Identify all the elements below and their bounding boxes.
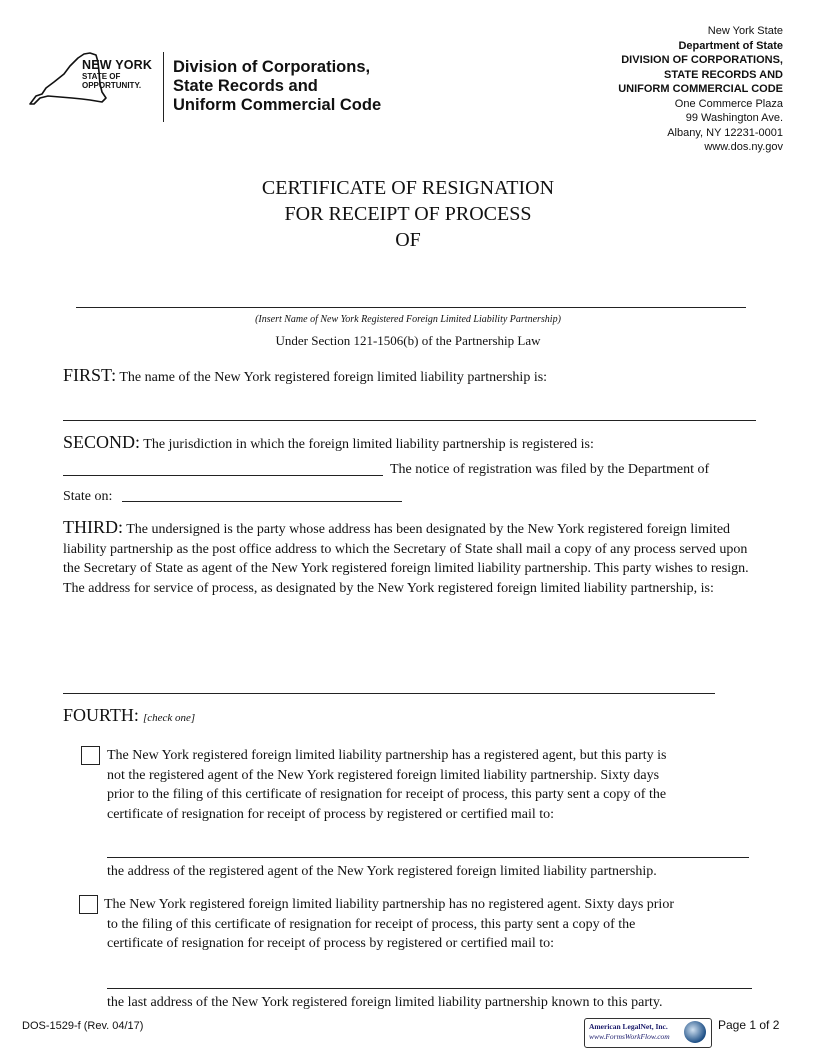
address-line-3: DIVISION OF CORPORATIONS, [621, 54, 783, 66]
address-line-6: One Commerce Plaza [674, 97, 783, 110]
logo-tagline-1: STATE OF [82, 72, 121, 81]
option-1-line-1: The New York registered foreign limited liability partnership has a registered agent, but this party is [107, 748, 667, 763]
fourth-label: FOURTH: [63, 705, 139, 725]
option-2-line-1: The New York registered foreign limited liability partnership has no registered agent. Sixty days prior [104, 897, 674, 912]
option-1-line-3: prior to the filing of this certificate of resignation for receipt of process, this party sent a copy of the [107, 787, 667, 802]
option-2-line-2: to the filing of this certificate of resignation for receipt of process, this party sent a copy of the [107, 916, 636, 932]
logo-tagline [82, 73, 152, 90]
filing-date-field[interactable] [122, 501, 402, 502]
division-line-3: Uniform Commercial Code [173, 96, 382, 114]
option-1-line-4: certificate of resignation for receipt of process by registered or certified mail to: [107, 806, 555, 822]
title-line-2: FOR RECEIPT OF PROCESS [284, 203, 532, 225]
address-line-5: UNIFORM COMMERCIAL CODE [618, 83, 783, 95]
logo-divider [163, 52, 164, 122]
department-address [618, 24, 783, 155]
option-2-text [104, 895, 674, 954]
under-section: Under Section 121-1506(b) of the Partnership Law [275, 333, 541, 348]
option-2-after: the last address of the New York registered foreign limited liability partnership known to this party. [107, 995, 663, 1010]
logo-state-name: NEW YORK [82, 58, 153, 72]
option-1-after: the address of the registered agent of the New York registered foreign limited liability partnership. [107, 864, 657, 879]
globe-icon [684, 1021, 706, 1043]
partnership-name-input[interactable] [63, 420, 756, 421]
address-line-4: STATE RECORDS AND [664, 68, 783, 81]
third-clause [63, 518, 763, 598]
division-line-2: State Records and [173, 77, 318, 95]
document-title [0, 175, 816, 253]
last-known-address-field[interactable] [107, 988, 752, 989]
first-label: FIRST: [63, 365, 117, 385]
registered-agent-address-field[interactable] [107, 857, 749, 858]
second-text: The jurisdiction in which the foreign limited liability partnership is registered is: [143, 437, 594, 452]
option-2-line-3: certificate of resignation for receipt of process by registered or certified mail to: [107, 936, 555, 951]
stamp-url[interactable]: www.FormsWorkFlow.com [589, 1032, 670, 1041]
address-line-1: New York State [707, 25, 783, 37]
address-line-2: Department of State [678, 39, 783, 52]
partnership-name-field[interactable] [76, 307, 746, 308]
state-on-label: State on: [63, 489, 113, 504]
title-line-1: CERTIFICATE OF RESIGNATION [261, 177, 555, 199]
division-line-1: Division of Corporations, [173, 58, 371, 76]
address-line-8: Albany, NY 12231-0001 [667, 126, 783, 139]
second-label: SECOND: [63, 432, 141, 452]
third-text: The undersigned is the party whose address has been designated by the New York registered foreign limited liability partnership as the post office address to which the Secretary of State shall mail a copy of any process served upon the Secretary of State as agent of the New York registered foreign limited liability partnership. This party wishes to resign. The address for service of process, as designated by the New York registered foreign limited liability partnership, is: [63, 522, 749, 596]
fourth-clause [63, 705, 195, 726]
division-name [173, 58, 403, 115]
stamp-company: American LegalNet, Inc. [589, 1022, 668, 1031]
third-label: THIRD: [63, 517, 123, 537]
name-caption: (Insert Name of New York Registered Foreign Limited Liability Partnership) [255, 314, 561, 325]
option-1-line-2: not the registered agent of the New York registered foreign limited liability partnership. Sixty days [107, 767, 660, 783]
option-2-checkbox[interactable] [79, 895, 98, 914]
logo-tagline-2: OPPORTUNITY. [82, 80, 142, 90]
website-link[interactable]: www.dos.ny.gov [704, 141, 783, 153]
option-1-text [107, 746, 666, 824]
option-1-checkbox[interactable] [81, 746, 100, 765]
first-clause [63, 366, 547, 388]
check-one-hint: [check one] [142, 712, 196, 724]
address-line-7: 99 Washington Ave. [685, 112, 783, 124]
form-id: DOS-1529-f (Rev. 04/17) [22, 1020, 144, 1032]
notice-text: The notice of registration was filed by the Department of [390, 462, 710, 477]
second-clause [63, 433, 594, 455]
jurisdiction-field[interactable] [63, 475, 383, 476]
service-address-field[interactable] [63, 693, 715, 694]
title-line-3: OF [395, 229, 421, 251]
first-text: The name of the New York registered foreign limited liability partnership is: [119, 370, 548, 385]
page-number: Page 1 of 2 [718, 1018, 780, 1032]
